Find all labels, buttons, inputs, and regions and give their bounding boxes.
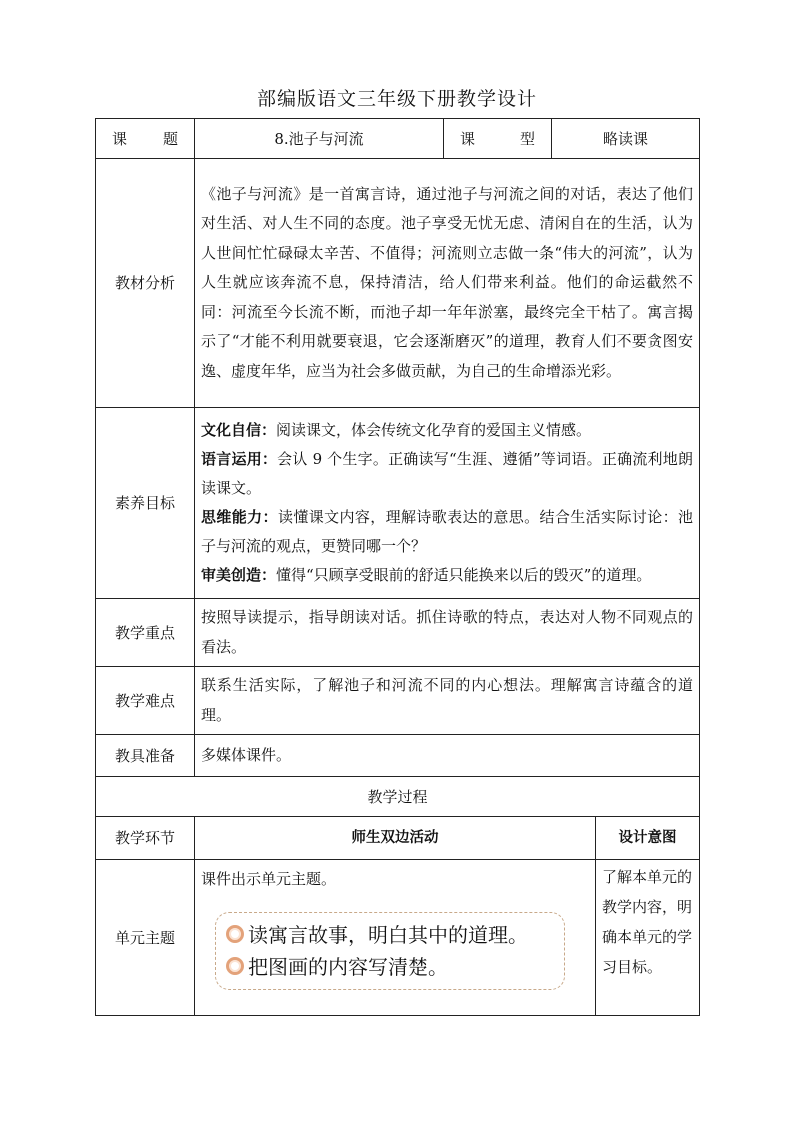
analysis-label: 教材分析 [96,159,195,408]
goal-language: 语言运用：会认 9 个生字。正确读写“生涯、遵循”等词语。正确流利地朗读课文。 [201,450,694,497]
goal-thinking: 思维能力：读懂课文内容，理解诗歌表达的意思。结合生活实际讨论：池子与河流的观点，更赞同哪一个？ [201,508,693,555]
key-points-row [96,599,700,667]
goals-list [195,408,700,599]
intent-text: 了解本单元的教学内容，明确本单元的学习目标。 [596,860,700,1016]
process-title: 教学过程 [96,777,700,817]
analysis-text: 《池子与河流》是一首寓言诗，通过池子与河流之间的对话，表达了他们对生活、对人生不同的态度。池子享受无忧无虑、清闲自在的生活，认为人世间忙忙碌碌太辛苦、不值得；河流则立志做一条“伟大的河流”，认为人生就应该奔流不息，保持清洁，给人们带来利益。他们的命运截然不同：河流至今长流不断，而池子却一年年淤塞，最终完全干枯了。寓言揭示了“才能不利用就要衰退，它会逐渐磨灭”的道理，教育人们不要贪图安逸、虚度年华，应当为社会多做贡献，为自己的生命增添光彩。 [195,159,700,408]
activity-text: 课件出示单元主题。 [201,870,337,888]
goal-aesthetic: 审美创造：懂得“只顾享受眼前的舒适只能换来以后的毁灭”的道理。 [201,566,652,584]
key-points-label: 教学重点 [96,599,195,667]
document-title: 部编版语文三年级下册教学设计 [256,88,537,110]
key-points-text: 按照导读提示，指导朗读对话。抓住诗歌的特点，表达对人物不同观点的看法。 [195,599,700,667]
unit-theme-line: 把图画的内容写清楚。 [226,951,554,983]
unit-theme-box [215,912,565,990]
topic-value: 8.池子与河流 [195,119,444,159]
topic-label: 课 题 [96,119,195,159]
process-header-row [96,817,700,860]
difficulties-label: 教学难点 [96,667,195,735]
goals-row [96,408,700,599]
goals-label: 素养目标 [96,408,195,599]
difficulties-text: 联系生活实际，了解池子和河流不同的内心想法。理解寓言诗蕴含的道理。 [195,667,700,735]
materials-text: 多媒体课件。 [195,735,700,777]
analysis-row [96,159,700,408]
activity-cell [195,860,596,1016]
type-value: 略读课 [552,119,700,159]
goal-culture: 文化自信：阅读课文，体会传统文化孕育的爱国主义情感。 [201,421,592,439]
materials-label: 教具准备 [96,735,195,777]
materials-row [96,735,700,777]
col-stage-header: 教学环节 [96,817,195,860]
difficulties-row [96,667,700,735]
lesson-plan-table [95,118,700,1016]
process-row [96,860,700,1016]
stage-label: 单元主题 [96,860,195,1016]
header-row [96,119,700,159]
circle-bullet-icon [226,957,244,975]
circle-bullet-icon [226,925,244,943]
col-activity-header: 师生双边活动 [195,817,596,860]
col-intent-header: 设计意图 [596,817,700,860]
unit-theme-line: 读寓言故事，明白其中的道理。 [226,919,554,951]
type-label: 课 型 [444,119,552,159]
process-title-row [96,777,700,817]
